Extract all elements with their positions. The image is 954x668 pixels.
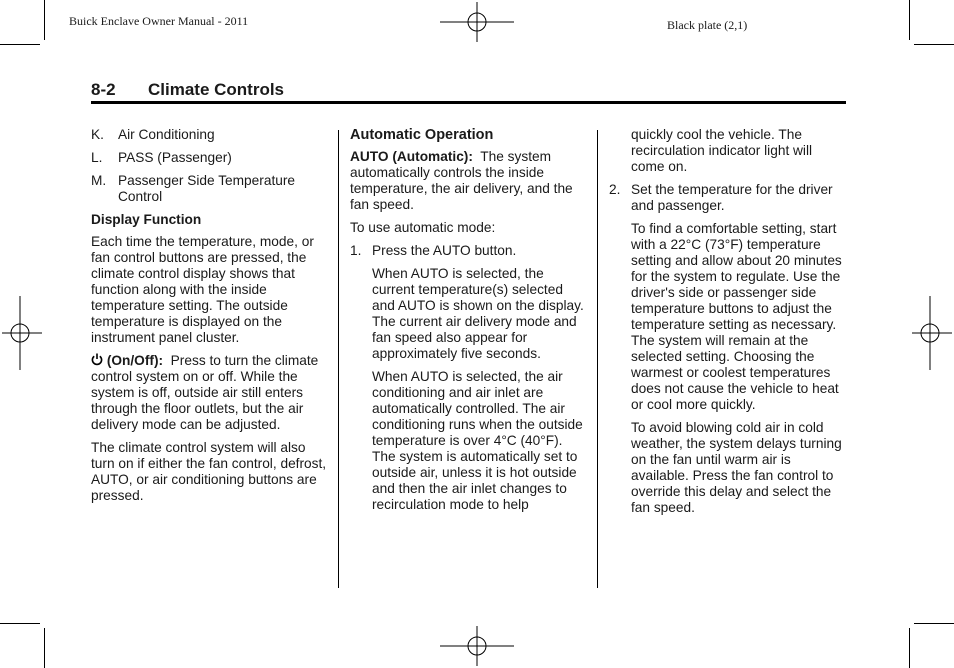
step-text: Press the AUTO button. [372,243,517,258]
crop-mark [914,44,954,45]
crop-mark [914,623,954,624]
power-paragraph [91,353,327,433]
step-item [609,182,849,214]
list-text: PASS (Passenger) [118,150,232,165]
power-text: Press to turn the climate control system on or off. While the system is off, outside air still enters through the floor outlets, but the air delivery mode can be adjusted. [91,353,319,432]
step-paragraph: To avoid blowing cold air in cold weather, the system delays turning on the fan until warm air is available. Press the fan control to override this delay and select the fan speed. [631,420,842,515]
column-3 [609,127,849,523]
step-number: 2. [609,182,621,197]
power-icon [91,353,103,366]
crop-mark [44,628,45,668]
column-divider [597,130,598,588]
list-item [91,173,327,205]
list-text: Passenger Side Temperature Control [118,173,296,204]
section-title [91,80,284,100]
crosshair-icon [2,296,42,370]
also-on-paragraph: The climate control system will also turn on if either the fan control, defrost, AUTO, or air conditioning buttons are pressed. [91,440,327,503]
display-heading: Display Function [91,212,202,227]
step-text: Set the temperature for the driver and passenger. [631,182,833,213]
step-item [350,243,586,259]
crop-mark [44,0,45,40]
list-item [91,127,327,143]
automatic-heading: Automatic Operation [350,127,494,143]
section-name: Climate Controls [148,80,285,99]
auto-label: AUTO (Automatic): [350,149,473,164]
crop-mark [0,44,40,45]
column-divider [338,130,339,588]
column-1 [91,127,327,511]
running-header: Buick Enclave Owner Manual - 2011 [69,14,249,28]
display-paragraph: Each time the temperature, mode, or fan control buttons are pressed, the climate control display shows that function along with the inside temperature setting. The outside temperature is displayed on the instrument panel cluster. [91,234,314,345]
auto-text: The system automatically controls the inside temperature, the air delivery, and the fan speed. [350,149,573,212]
step-number: 1. [350,243,362,258]
list-text: Air Conditioning [118,127,215,142]
crop-mark [0,623,40,624]
step-paragraph: To find a comfortable setting, start with a 22°C (73°F) temperature setting and allow about 20 minutes for the system to regulate. Use the driver's side or passenger side temperature buttons to adjust the temperature setting as necessary. The system will remain at the selected setting. Choosing the warmest or coolest temperatures does not cause the vehicle to heat or cool more quickly. [631,221,842,412]
crosshair-icon [440,2,514,42]
auto-paragraph [350,149,586,213]
step-paragraph: When AUTO is selected, the air conditioning and air inlet are automatically controlled. The air conditioning runs when the outside temperature is over 4°C (40°F). The system is automatically set to outside air, unless it is hot outside and then the air inlet changes to recirculation mode to help [372,369,583,512]
list-label: M. [91,173,107,188]
list-label: L. [91,150,103,165]
use-paragraph: To use automatic mode: [350,220,496,235]
plate-label: Black plate (2,1) [667,18,748,32]
list-item [91,150,327,166]
step-paragraph: When AUTO is selected, the current temperature(s) selected and AUTO is shown on the display. The current air delivery mode and fan speed also appear for approximately five seconds. [372,266,584,361]
section-number: 8-2 [91,80,116,99]
column-2 [350,127,586,520]
title-rule [91,101,846,104]
crosshair-icon [912,296,952,370]
crop-mark [909,628,910,668]
crosshair-icon [440,626,514,666]
crop-mark [909,0,910,40]
continued-paragraph: quickly cool the vehicle. The recirculation indicator light will come on. [631,127,813,174]
list-label: K. [91,127,104,142]
power-label: (On/Off): [106,353,164,368]
